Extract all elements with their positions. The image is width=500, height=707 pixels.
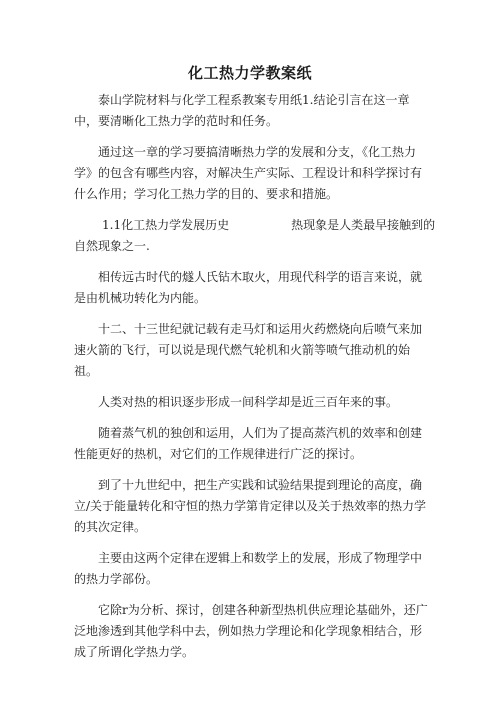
section-heading: 1.1化工热力学发展历史 [102,218,230,232]
paragraph-intro: 泰山学院材料与化学工程系教案专用纸1.结论引言在这一章中，要清晰化工热力学的范时和任务。 [74,93,410,128]
paragraph-steam: 随着蒸气机的独创和运用，人们为了提高蒸汽机的效率和创建性能更好的热机，对它们的工作规律进行广泛的探讨。 [74,426,423,461]
section-heading-line [74,215,436,236]
document-body [74,90,436,673]
paragraph-laws: 到了十九世纪中，把生产实践和试验结果提到理论的高度，确立/关于能量转化和守恒的热力学第肯定律以及关于热效率的热力学的其次定律。 [74,478,427,534]
paragraph-science: 人类对热的相识逐步形成一间科学却是近三百年来的事。 [98,395,399,409]
document-title: 化工热力学教案纸 [187,64,312,82]
paragraph-lantern: 十二、十三世纪就记载有走马灯和运用火药燃烧向后喷气来加速火箭的飞行，可以说是现代燃气轮机和火箭等喷气推动机的始祖。 [74,322,423,378]
paragraph-fire: 相传远古时代的燧人氏钻木取火，用现代科学的语言来说，就是由机械功转化为内能。 [74,270,423,305]
paragraph-physics: 主要由这两个定律在逻辑上和数学上的发展，形成了物理学中的热力学部份。 [74,551,423,586]
paragraph-goals: 通过这一章的学习要搞清晰热力学的发展和分支，《化工热力学》的包含有哪些内容，对解决生产实际、工程设计和科学探讨有什么作用；学习化工热力学的目的、要求和措施。 [74,145,423,201]
section-continuation: 自然现象之一. [74,239,150,253]
paragraph-chemistry: 它除r为分析、探讨，创建各种新型热机供应理论基础外，还广泛地渗透到其他学科中去，例如热力学理论和化学现象相结合，形成了所谓化学热力学。 [74,603,428,659]
section-lead: 热现象是人类最早接触到的 [291,218,436,232]
